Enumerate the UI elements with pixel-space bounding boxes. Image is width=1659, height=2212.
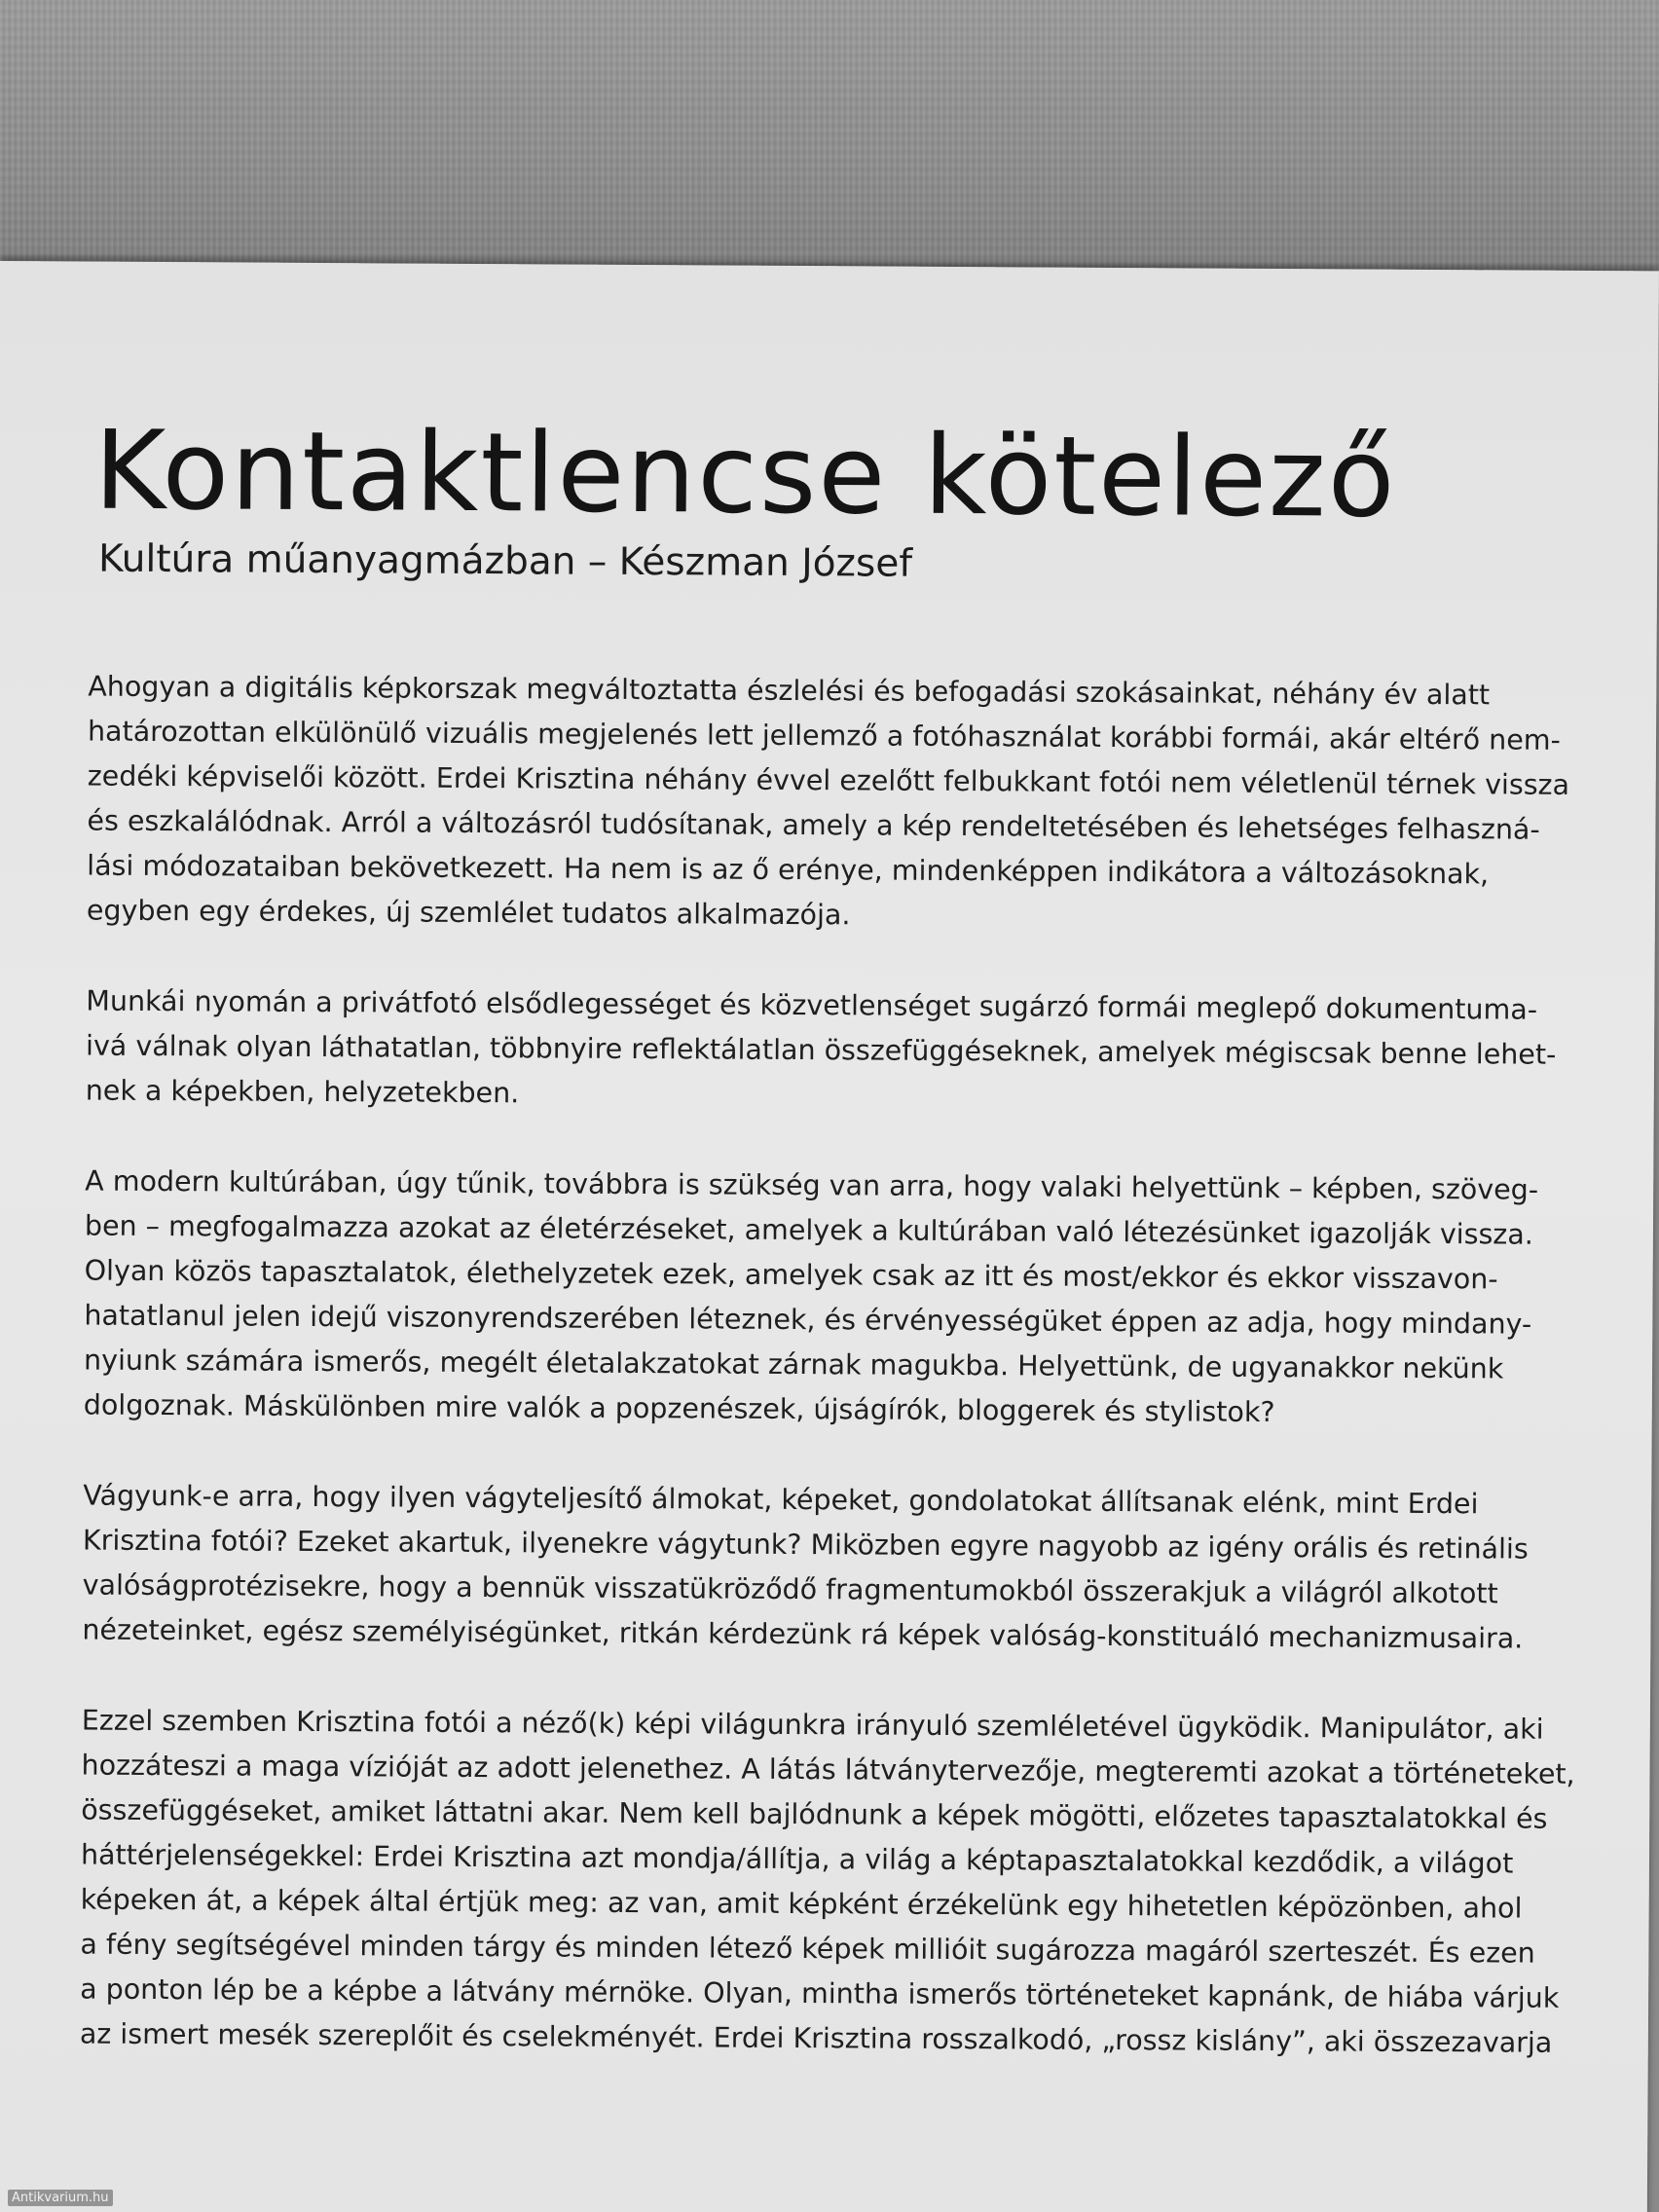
paragraph-line: nek a képekben, helyzetekben. (85, 1074, 520, 1110)
paragraph (86, 665, 1570, 942)
paragraph-line: és eszkalálódnak. Arról a változásról tudósítanak, amely a kép rendeltetésében és lehetséges felhaszná- (87, 804, 1540, 846)
paragraph-line: A modern kultúrában, úgy tűnik, továbbra is szükség van arra, hogy valaki helyettünk – képben, szöveg- (85, 1164, 1539, 1206)
paragraph-line: Ahogyan a digitális képkorszak megváltoztatta észlelési és befogadási szokásainkat, néhány év alatt (88, 670, 1491, 712)
paragraph-line: háttérjelenségekkel: Erdei Krisztina azt mondja/állítja, a világ a képtapasztalatokkal kezdődik, a világot (80, 1838, 1514, 1880)
page-content (74, 407, 1575, 2112)
paragraph-line: Vágyunk-e arra, hogy ilyen vágyteljesítő álmokat, képeket, gondolatokat állítsanak elénk, mint Erdei (83, 1479, 1479, 1521)
paragraph-line: zedéki képviselői között. Erdei Krisztina néhány évvel ezelőtt felbukkant fotói nem véletlenül térnek vissza (87, 759, 1570, 801)
paragraph (85, 979, 1557, 1123)
paragraph (82, 1474, 1538, 1662)
article-subtitle: Kultúra műanyagmázban – Készman József (97, 536, 913, 586)
paragraph-line: a fény segítségével minden tárgy és minden létező képek millióit sugározza magáról szerteszét. És ezen (80, 1928, 1535, 1970)
paragraph-line: Olyan közös tapasztalatok, élethelyzetek ezek, amelyek csak az itt és most/ekkor és ekkor visszavon- (84, 1254, 1498, 1296)
paragraph-line: nézeteinket, egész személyiségünket, ritkán kérdezünk rá képek valóság-konstituáló mechanizmusaira. (82, 1613, 1524, 1655)
paragraph-line: valóságprotézisekre, hogy a bennük visszatükröződő fragmentumokból összerakjuk a világról alkotott (82, 1568, 1498, 1610)
paragraph-line: határozottan elkülönülő vizuális megjelenés lett jellemző a fotóhasználat korábbi formái, akár eltérő nem- (87, 715, 1561, 756)
watermark-label: Antikvarium.hu (8, 2190, 113, 2206)
article-body (75, 665, 1575, 2066)
paragraph-line: dolgoznak. Máskülönben mire valók a popzenészek, újságírók, bloggerek és stylistok? (83, 1388, 1275, 1429)
paragraph-line: képeken át, a képek által értjük meg: az van, amit képként érzékelünk egy hihetetlen képözönben, ahol (80, 1883, 1523, 1925)
paragraph-line: a ponton lép be a képbe a látvány mérnöke. Olyan, mintha ismerős történeteket kapnánk, de hiába várjuk (80, 1972, 1560, 2014)
paragraph-line: Ezzel szemben Krisztina fotói a néző(k) képi világunkra irányuló szemléletével ügyködik. Manipulátor, aki (81, 1704, 1544, 1746)
paragraph-line: hozzáteszi a maga vízióját az adott jelenethez. A látás látványtervezője, megteremti azokat a történeteket, (81, 1749, 1575, 1790)
paragraph-line: összefüggéseket, amiket láttatni akar. Nem kell bajlódnunk a képek mögötti, előzetes tapasztalatokkal és (81, 1793, 1548, 1835)
paragraph-line: ivá válnak olyan láthatatlan, többnyire reflektálatlan összefüggéseknek, amelyek mégiscsak benne lehet- (85, 1029, 1557, 1071)
paragraph-line: lási módozataiban bekövetkezett. Ha nem is az ő erénye, mindenképpen indikátora a változásoknak, (87, 849, 1490, 891)
document-page (0, 261, 1659, 2212)
paragraph-line: egyben egy érdekes, új szemlélet tudatos alkalmazója. (86, 894, 851, 932)
paragraph-line: az ismert mesék szereplőit és cselekményét. Erdei Krisztina rosszalkodó, „rossz kislány”, aki összezavarja (79, 2017, 1553, 2059)
article-title: Kontaktlencse kötelező (93, 407, 1397, 542)
paragraph (79, 1699, 1575, 2066)
desk-surface-background (0, 0, 1659, 292)
paragraph-line: nyiunk számára ismerős, megélt életalakzatokat zárnak magukba. Helyettünk, de ugyanakkor nekünk (84, 1344, 1504, 1385)
paragraph-line: ben – megfogalmazza azokat az életérzéseket, amelyek a kultúrában való létezésünket igazolják vissza. (84, 1209, 1533, 1251)
paragraph-line: Munkái nyomán a privátfotó elsődlegességet és közvetlenséget sugárzó formái meglepő dokumentuma- (86, 984, 1538, 1026)
paragraph (84, 1160, 1541, 1437)
paragraph-line: hatatlanul jelen idejű viszonyrendszerében léteznek, és érvényességüket éppen az adja, hogy mindany- (84, 1299, 1532, 1341)
paragraph-line: Krisztina fotói? Ezeket akartuk, ilyenekre vágytunk? Miközben egyre nagyobb az igény orális és retinális (82, 1524, 1529, 1566)
